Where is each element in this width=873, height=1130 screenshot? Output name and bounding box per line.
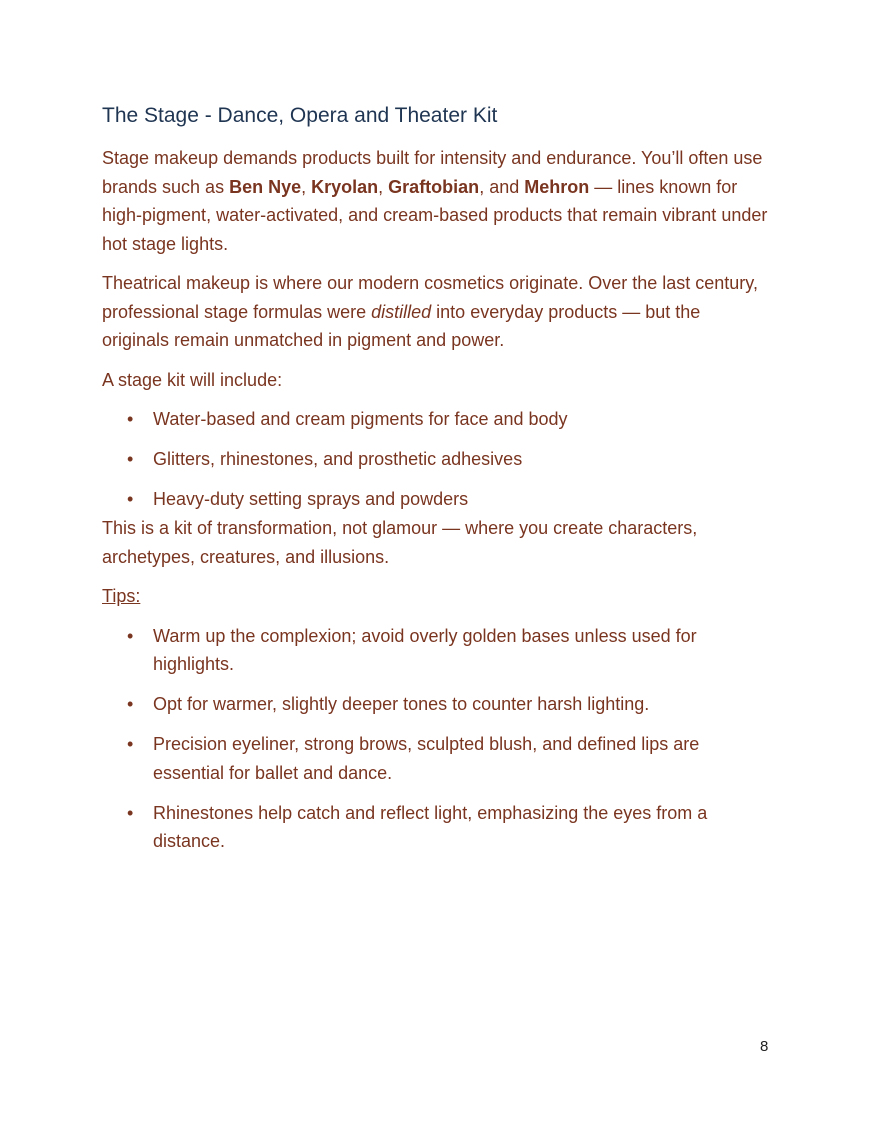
page-content [102,100,772,867]
list-item: • Opt for warmer, slightly deeper tones to counter harsh lighting. [153,690,772,719]
paragraph-brands [102,144,772,258]
page-number: 8 [760,1038,769,1055]
list-item: • Rhinestones help catch and reflect light, emphasizing the eyes from a distance. [153,799,772,856]
paragraph-text: Stage makeup demands products built for intensity and endurance. You’ll often use brands such as [102,148,763,197]
paragraph-text: Theatrical makeup is where our modern cosmetics originate. Over the last century, professional stage formulas were [102,273,758,322]
paragraph-text: into everyday products — but the originals remain unmatched in pigment and power. [102,301,701,350]
emphasis-distilled: distilled [371,301,432,322]
list-item: • Precision eyeliner, strong brows, sculpted blush, and defined lips are essential for ballet and dance. [153,730,772,787]
paragraph-origins [102,269,772,355]
list-item: • Heavy-duty setting sprays and powders [153,485,772,514]
separator: , and [479,176,525,197]
list-item: • Warm up the complexion; avoid overly golden bases unless used for highlights. [153,622,772,679]
tips-label: Tips: [102,586,141,606]
tips-list [102,622,772,856]
brand-kryolan: Kryolan [311,176,379,197]
brand-graftobian: Graftobian [388,176,480,197]
separator: , [378,176,389,197]
paragraph-transformation: This is a kit of transformation, not glamour — where you create characters, archetypes, creatures, and illusions. [102,518,698,567]
separator: , [301,176,312,197]
kit-list [102,405,772,514]
section-heading: The Stage - Dance, Opera and Theater Kit [102,104,498,127]
brand-mehron: Mehron [524,176,590,197]
kit-intro: A stage kit will include: [102,369,283,390]
paragraph-text: — lines known for high-pigment, water-activated, and cream-based products that remain vibrant under hot stage lights. [102,176,768,254]
list-item: • Glitters, rhinestones, and prosthetic adhesives [153,445,772,474]
list-item: • Water-based and cream pigments for face and body [153,405,772,434]
brand-ben-nye: Ben Nye [229,176,302,197]
